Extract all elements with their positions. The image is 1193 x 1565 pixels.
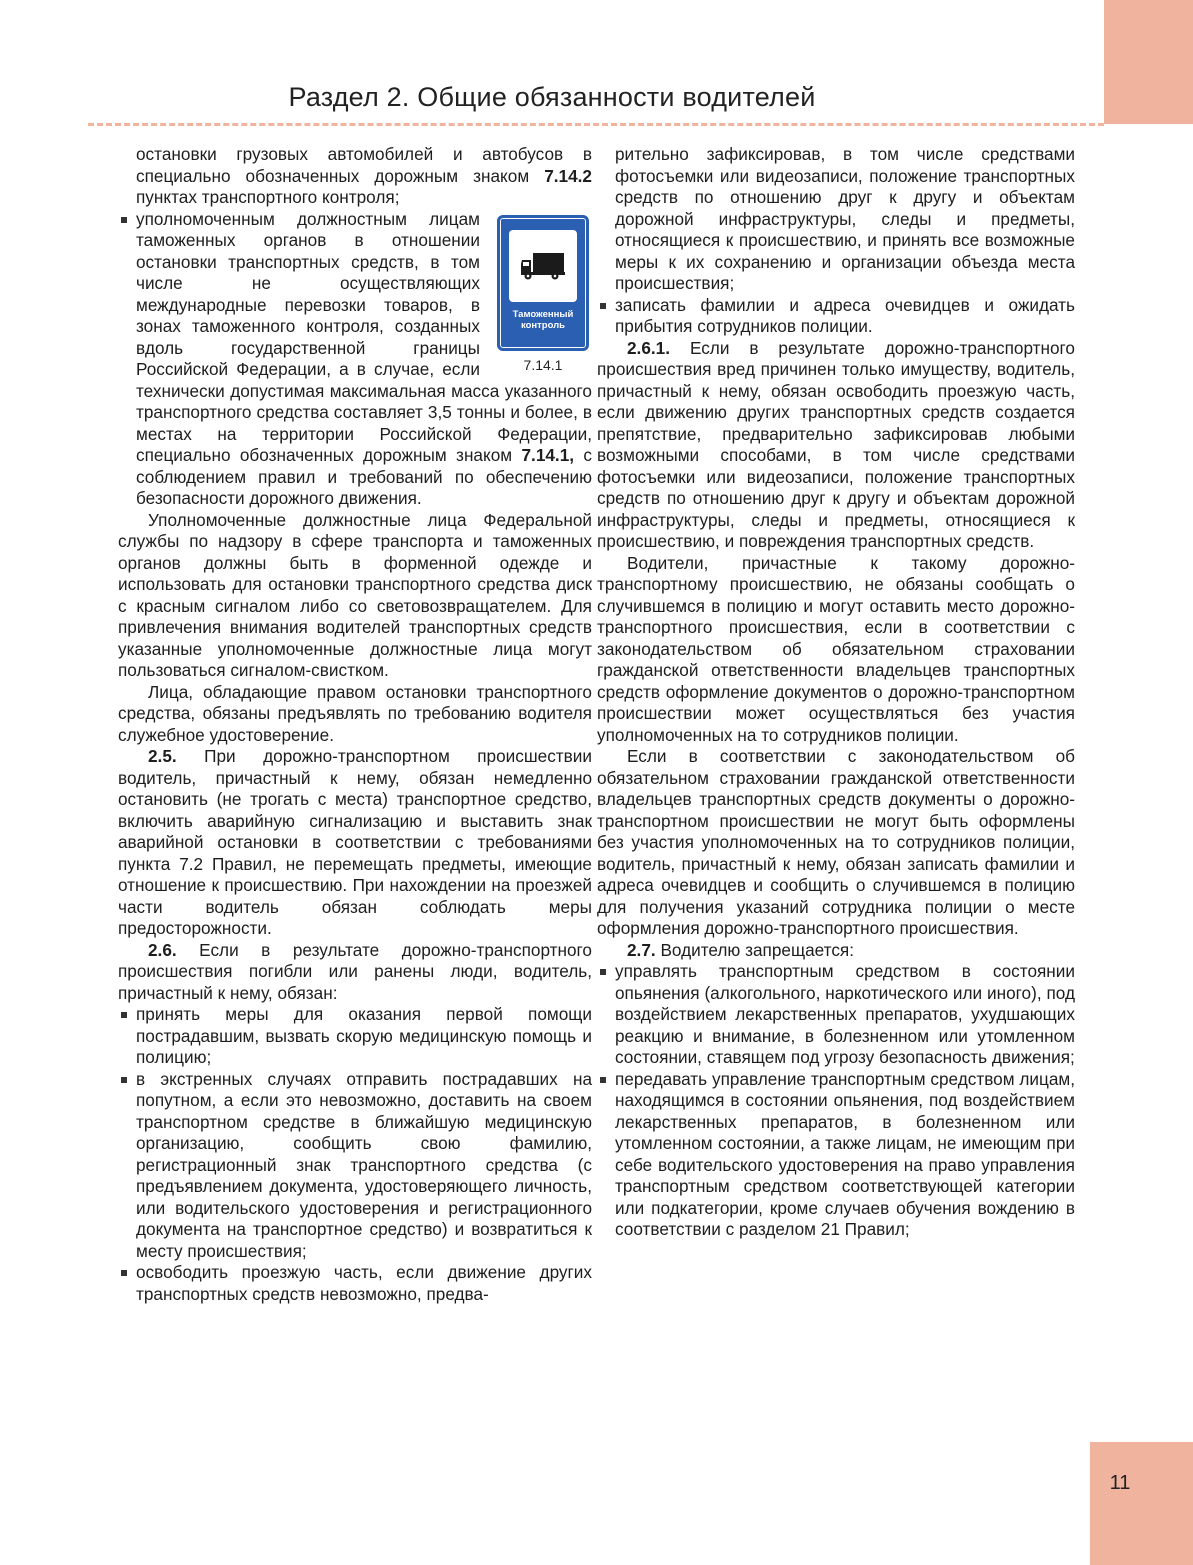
paragraph-2-5: 2.5. При дорожно-транспортном происшествии водитель, причастный к нему, обязан немедленно остановить (не трогать с места) транспортное средство, включить аварийную сигнализацию и выставить знак аварийной остановки в соответствии с требованиями пункта 7.2 Правил, не перемещать предметы, имеющие отношение к происшествию. При нахождении на проезжей части водитель обязан соблюдать меры предосторожности. xyxy=(118,746,592,938)
list-item: принять меры для оказания первой помощи пострадавшим, вызвать скорую медицинскую помощь и полицию; xyxy=(118,1004,592,1069)
sign-plate xyxy=(497,215,589,351)
corner-tab-top xyxy=(1104,0,1193,124)
page-number: 11 xyxy=(1109,1472,1131,1494)
paragraph-continuation: остановки грузовых автомобилей и автобусов в специально обозначенных дорожным знаком 7.14.2 пунктах транспортного контроля; xyxy=(136,144,592,207)
sign-label: Таможенный контроль xyxy=(512,308,574,331)
paragraph-2-6: 2.6. Если в результате дорожно-транспортного происшествия погибли или ранены люди, водитель, причастный к нему, обязан: xyxy=(118,939,592,1003)
paragraph: Лица, обладающие правом остановки транспортного средства, обязаны предъявлять по требованию водителя служебное удостоверение. xyxy=(118,681,592,745)
list-item: передавать управление транспортным средством лицам, находящимся в состоянии опьянения, под воздействием лекарственных препаратов, в болезненном или утомленном состоянии, а также лицам, не имеющим при себе водительского удостоверения на право управления транспортным средством соответствующей категории или подкатегории, кроме случаев обучения вождению в соответствии с разделом 21 Правил; xyxy=(597,1069,1075,1241)
section-title: Раздел 2. Общие обязанности водителей xyxy=(288,82,816,112)
paragraph: Если в соответствии с законодательством об обязательном страховании гражданской ответственности владельцев транспортных средств документы о дорожно-транспортном происшествии не могут быть оформлены без участия уполномоченных на то сотрудников полиции, водитель, причастный к нему, обязан записать фамилии и адреса очевидцев и сообщить о случившемся в полицию для получения указаний сотрудника полиции о месте оформления дорожно-транспортного происшествия. xyxy=(597,746,1075,938)
paragraph-continuation: рительно зафиксировав, в том числе средствами фотосъемки или видеозаписи, положение транспортных средств по отношению друг к другу и объектам дорожной инфраструктуры, следы и предметы, относящиеся к происшествию, и принять все возможные меры к их сохранению и организации объезда места происшествия; xyxy=(615,144,1075,293)
sign-caption: 7.14.1 xyxy=(523,356,563,373)
sign-white-panel xyxy=(509,230,577,302)
right-column xyxy=(597,144,1075,1241)
left-column xyxy=(118,144,592,1305)
paragraph-2-6-1: 2.6.1. Если в результате дорожно-транспортного происшествия вред причинен только имуществу, водитель, причастный к нему, обязан освободить проезжую часть, если движению других транспортных средств создается препятствие, предварительно зафиксировав любыми возможными способами, в том числе средствами фотосъемки или видеозаписи, положение транспортных средств по отношению друг к другу и объектам дорожной инфраструктуры, следы и предметы, относящиеся к происшествию, и повреждения транспортных средств. xyxy=(597,337,1075,551)
truck-icon xyxy=(519,250,567,282)
list-item: освободить проезжую часть, если движение других транспортных средств невозможно, предва- xyxy=(118,1262,592,1305)
paragraph: Уполномоченные должностные лица Федеральной службы по надзору в сфере транспорта и таможенных органов должны быть в форменной одежде и использовать для остановки транспортного средства диск с красным сигналом либо со световозвращателем. Для привлечения внимания водителей транспортных средств указанные уполномоченные должностные лица могут пользоваться сигналом-свистком. xyxy=(118,509,592,680)
list-item: управлять транспортным средством в состоянии опьянения (алкогольного, наркотического или иного), под воздействием лекарственных препаратов, ухудшающих реакцию и внимание, в болезненном или утомленном состоянии, ставящем под угрозу безопасность движения; xyxy=(597,961,1075,1069)
corner-tab-bottom xyxy=(1090,1442,1193,1565)
header-divider xyxy=(88,123,1104,126)
list-item: записать фамилии и адреса очевидцев и ожидать прибытия сотрудников полиции. xyxy=(597,295,1075,338)
paragraph: Водители, причастные к такому дорожно-транспортному происшествию, не обязаны сообщать о случившемся в полицию и могут оставить место дорожно-транспортного происшествия, если в соответствии с законодательством об обязательном страховании гражданской ответственности владельцев транспортных средств оформление документов о дорожно-транспортном происшествии может осуществляться без участия уполномоченных на то сотрудников полиции. xyxy=(597,552,1075,745)
road-sign-7-14-1 xyxy=(494,215,592,377)
list-item: в экстренных случаях отправить пострадавших на попутном, а если это невозможно, доставить на своем транспортном средстве в ближайшую медицинскую организацию, сообщить свою фамилию, регистрационный знак транспортного средства (с предъявлением документа, удостоверяющего личность, или водительского удостоверения и регистрационного документа на транспортное средство) и возвратиться к месту происшествия; xyxy=(118,1069,592,1263)
list-item: Таможенный контроль 7.14.1 уполномоченным должностным лицам таможенных органов в отношении остановки транспортных средств, в том числе не осуществляющих международные перевозки товаров, в зонах таможенного контроля, созданных вдоль государственной границы Российской Федерации, а в случае, если технически допустимая максимальная масса указанного транспортного средства составляет 3,5 тонны и более, в местах на территории Российской Федерации, специально обозначенных дорожным знаком 7.14.1, с соблюдением правил и требований по обеспечению безопасности дорожного движения. xyxy=(118,209,592,510)
paragraph-2-7: 2.7. Водителю запрещается: xyxy=(627,939,854,960)
